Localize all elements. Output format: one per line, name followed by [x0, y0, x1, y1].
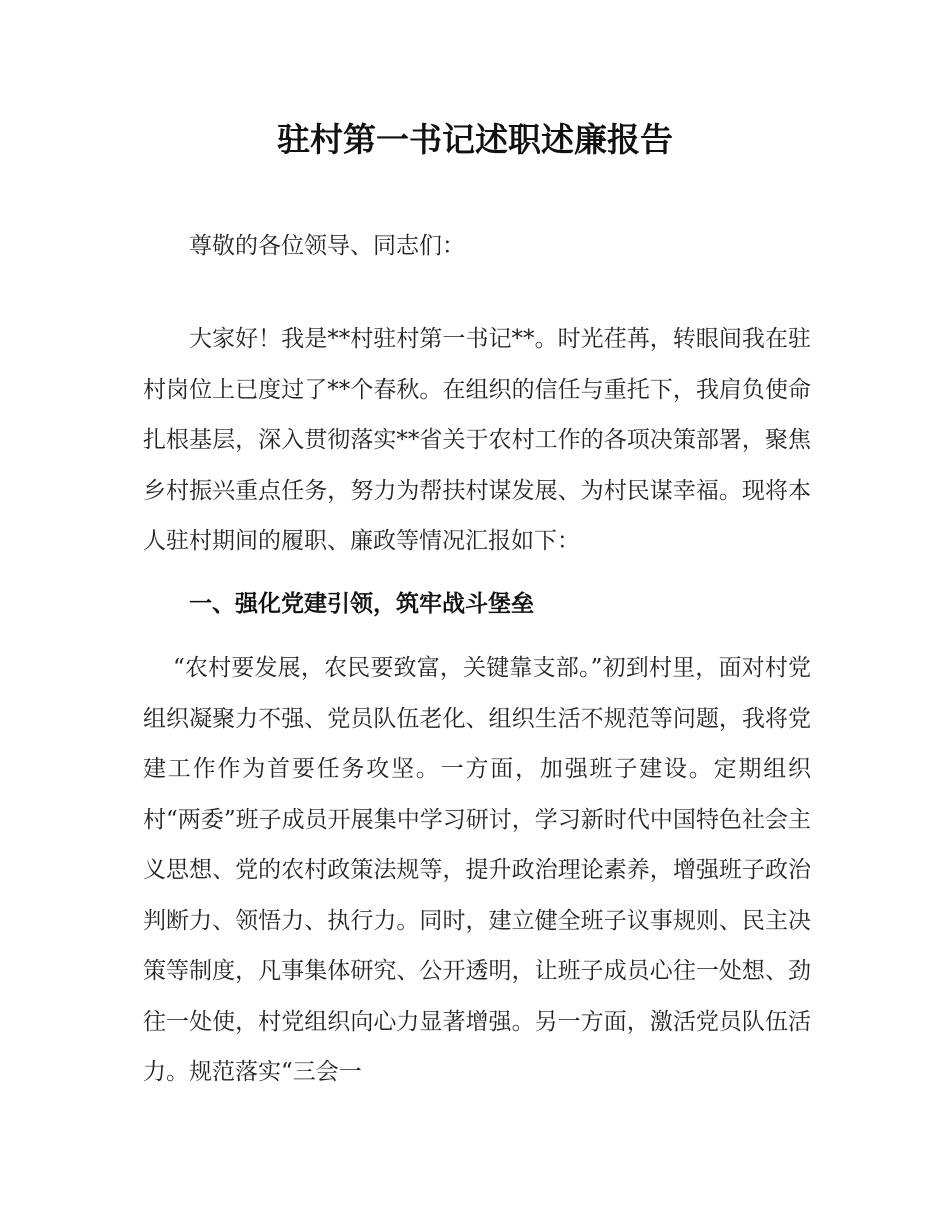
section-heading: 一、强化党建引领，筑牢战斗堡垒 — [189, 591, 534, 617]
intro-paragraph: 大家好！我是**村驻村第一书记**。时光荏苒，转眼间我在驻村岗位上已度过了**个春秋。在组织的信任与重托下，我肩负使命扎根基层，深入贯彻落实**省关于农村工作的各项决策部署，聚焦乡村振兴重点任务，努力为帮扶村谋发展、为村民谋幸福。现将本人驻村期间的履职、廉政等情况汇报如下： — [143, 326, 811, 554]
section-paragraph: “农村要发展，农民要致富，关键靠支部。”初到村里，面对村党组织凝聚力不强、党员队伍老化、组织生活不规范等问题，我将党建工作作为首要任务攻坚。一方面，加强班子建设。定期组织村“两委”班子成员开展集中学习研讨，学习新时代中国特色社会主义思想、党的农村政策法规等，提升政治理论素养，增强班子政治判断力、领悟力、执行力。同时，建立健全班子议事规则、民主决策等制度，凡事集体研究、公开透明，让班子成员心往一处想、劲往一处使，村党组织向心力显著增强。另一方面，激活党员队伍活力。规范落实“三会一 — [143, 655, 811, 1085]
salutation: 尊敬的各位领导、同志们： — [189, 233, 465, 259]
document-title: 驻村第一书记述职述廉报告 — [277, 120, 673, 159]
